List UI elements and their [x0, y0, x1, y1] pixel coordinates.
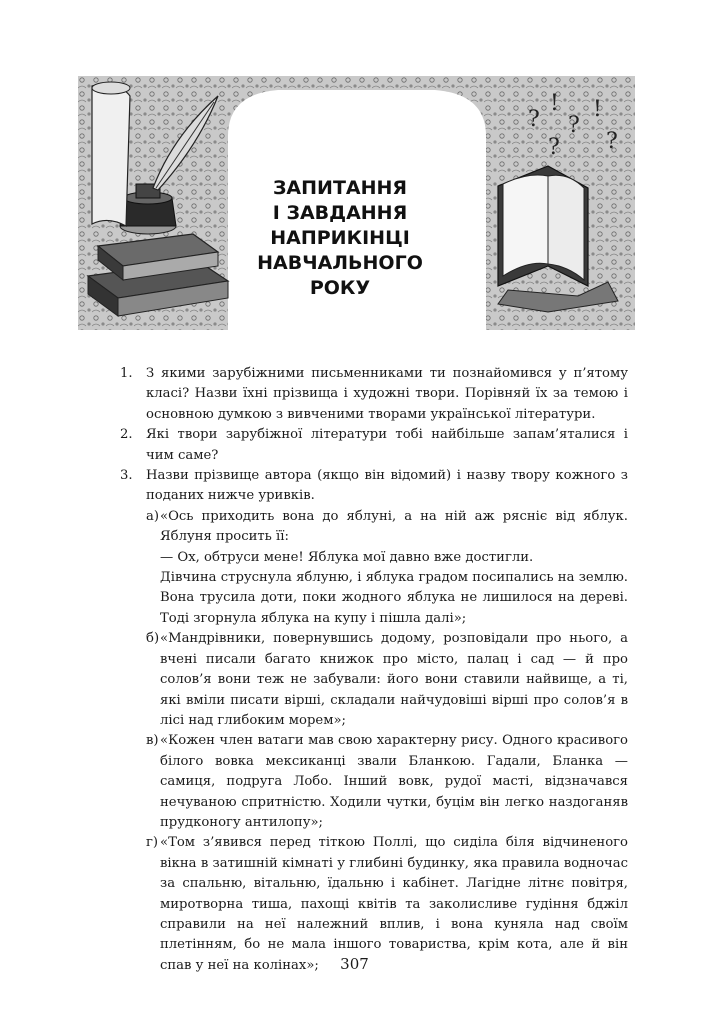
excerpt-text: «Кожен член ватаги мав свою характерну рису. Одного красивого білого вовка мексиканці звали Бланкою. Гадали, Бланка — самиця, подруга Лобо. Інший вовк, рудої масті, відзначався нечуваною спритністю. Ходили чутки, буцім він легко наздоганяв прудконогу антилопу»; — [160, 733, 628, 830]
title-line: НАПРИКІНЦІ — [270, 227, 410, 249]
page-number: 307 — [340, 955, 369, 973]
svg-text:?: ? — [528, 107, 540, 132]
excerpt-text: «Ось приходить вона до яблуні, а на ній аж рясніє від яблук. Яблуня просить її: — [160, 508, 628, 545]
svg-text:!: ! — [550, 91, 559, 116]
page-title — [240, 176, 440, 301]
excerpt-letter: а) — [146, 508, 160, 524]
title-line: І ЗАВДАННЯ — [272, 202, 408, 224]
excerpt-letter: б) — [146, 631, 160, 647]
excerpt-item — [108, 731, 628, 833]
title-line: РОКУ — [309, 277, 371, 299]
question-text: З якими зарубіжними письменниками ти познайомився у п’ятому класі? Назви їхні прізвища і художні твори. Порівняй їх за темою і основною думкою з вивченими творами української літератури. — [146, 366, 628, 422]
excerpt-letter: г) — [146, 835, 159, 851]
question-item — [108, 425, 628, 466]
svg-text:?: ? — [548, 135, 560, 160]
excerpt-text: «Том з’явився перед тіткою Поллі, що сиділа біля відчиненого вікна в затишній кімнаті у глибині будинку, яка правила водночас за спальню, вітальню, їдальню і кабінет. Лагідне літнє повітря, миротворна тиша, пахощі квітів та заколисливе гудіння бджіл справили на неї належний вплив, і вона куняла над своїм плетінням, бо не мала іншого товариства, крім кота, але й він спав у неї на колінах»; — [160, 835, 628, 973]
svg-text:?: ? — [606, 129, 618, 154]
svg-text:?: ? — [568, 113, 580, 138]
svg-text:!: ! — [593, 97, 602, 122]
question-item — [108, 364, 628, 425]
question-text: Які твори зарубіжної літератури тобі найбільше запам’яталися і чим саме? — [146, 427, 628, 463]
question-number: 1. — [120, 366, 133, 381]
questions-list — [108, 364, 628, 976]
excerpt-item — [108, 507, 628, 548]
question-number: 3. — [120, 468, 133, 484]
excerpt-text: — Ох, обтруси мене! Яблука мої давно вже достигли. — [160, 549, 534, 565]
excerpt-item — [108, 629, 628, 731]
question-number: 2. — [120, 427, 133, 443]
scroll-icon — [92, 82, 130, 226]
title-line: ЗАПИТАННЯ — [272, 177, 408, 199]
excerpt-text: Дівчина струснула яблуню, і яблука градом посипались на землю. Вона трусила доти, поки жодного яблука не лишилося на дереві. Тоді згорнула яблука на купу і пішла далі»; — [160, 570, 628, 626]
question-item — [108, 466, 628, 507]
excerpt-letter: в) — [146, 733, 159, 749]
title-line: НАВЧАЛЬНОГО — [257, 252, 423, 274]
excerpt-text: «Мандрівники, повернувшись додому, розповідали про нього, а вчені писали багато книжок про місто, палац і сад — й про солов’я вони теж не забували: його вони ставили найвище, а ті, які вміли писати вірші, складали найчудовіші вірші про солов’я в лісі над глибоким морем»; — [160, 631, 628, 728]
question-text: Назви прізвище автора (якщо він відомий) і назву твору кожного з поданих нижче уривків. — [146, 468, 628, 504]
